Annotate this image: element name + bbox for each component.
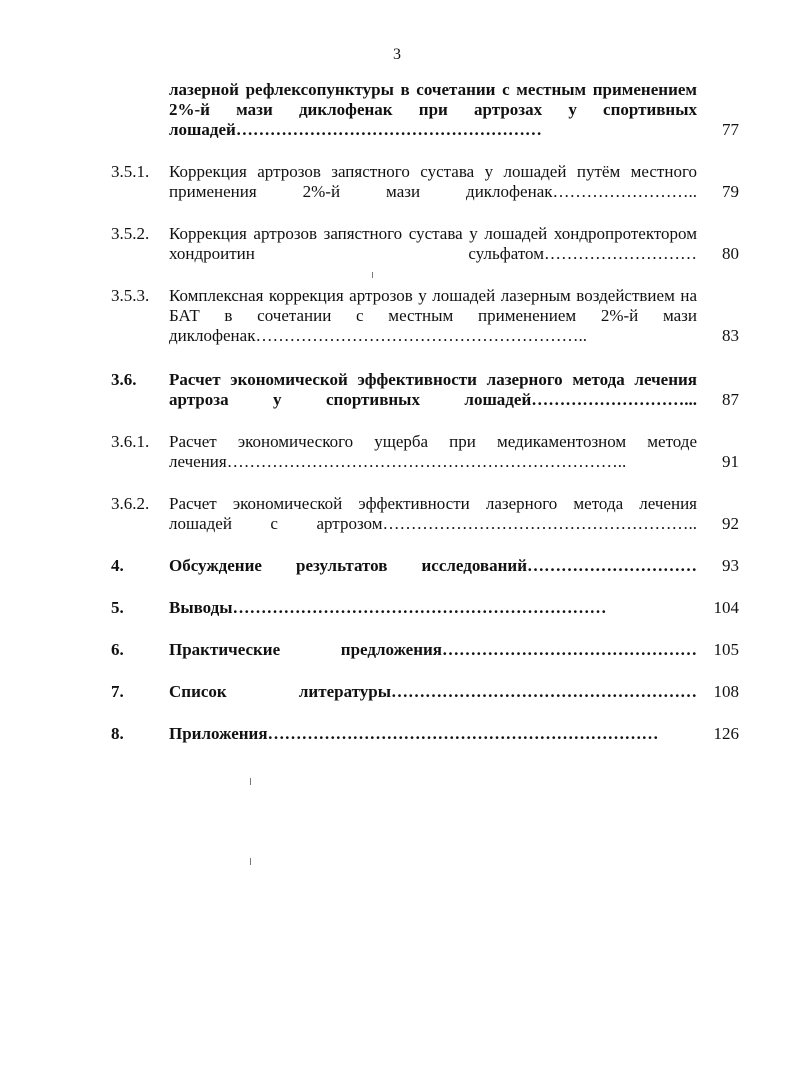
toc-entry-title: Обсуждение результатов исследований………………………… <box>169 556 697 575</box>
toc-entry-page: 87 <box>722 390 739 409</box>
toc-entry <box>111 556 741 576</box>
toc-entry-page: 92 <box>722 514 739 533</box>
toc-entry-title: Расчет экономического ущерба при медикаментозном методе лечения…………………………………………………………….. <box>169 432 697 471</box>
toc-entry <box>111 432 741 472</box>
toc-entry-title: Комплексная коррекция артрозов у лошадей лазерным воздействием на БАТ в сочетании с местным применением 2%-й мази диклофенак………………………………………………….. <box>169 286 697 345</box>
toc-entry-number: 8. <box>111 724 124 743</box>
toc-entry-number: 3.6. <box>111 370 137 389</box>
toc-entry-title: Практические предложения……………………………………… <box>169 640 697 659</box>
toc-entry-title: Расчет экономической эффективности лазерного метода лечения артроза у спортивных лошадей………………………... <box>169 370 697 409</box>
toc-entry-title: Список литературы……………………………………………… <box>169 682 697 701</box>
toc-entry <box>111 724 741 744</box>
toc-entry-number: 3.5.3. <box>111 286 150 305</box>
toc-entry-title: Коррекция артрозов запястного сустава у лошадей хондропротектором хондроитин сульфатом……………………… <box>169 224 697 263</box>
toc-entry-number: 4. <box>111 556 124 575</box>
toc-entry-page: 105 <box>713 640 739 659</box>
toc-entry-number: 3.6.2. <box>111 494 150 513</box>
toc-entry-number: 5. <box>111 598 124 617</box>
toc-entry-number: 3.6.1. <box>111 432 150 451</box>
scan-artifact <box>250 778 251 785</box>
toc-entry-page: 91 <box>722 452 739 471</box>
toc-entry-title: Приложения…………………………………………………………… <box>169 724 659 743</box>
toc-entry <box>111 640 741 660</box>
toc-entry-page: 104 <box>713 598 739 617</box>
toc-entry-title: Расчет экономической эффективности лазерного метода лечения лошадей с артрозом……………………………………………….. <box>169 494 697 533</box>
toc-entry <box>111 682 741 702</box>
toc-entry <box>111 286 741 346</box>
toc-entry-page: 126 <box>713 724 739 743</box>
toc-entry-number: 6. <box>111 640 124 659</box>
scan-artifact <box>372 272 373 278</box>
toc-entry-page: 77 <box>722 120 739 139</box>
toc-entry-title: Выводы………………………………………………………… <box>169 598 607 617</box>
toc-entry-number: 7. <box>111 682 124 701</box>
toc-entry-title: лазерной рефлексопунктуры в сочетании с местным применением 2%-й мази диклофенак при артрозах у спортивных лошадей……………………………………………… <box>169 80 697 139</box>
table-of-contents <box>111 80 741 744</box>
toc-entry <box>111 224 741 264</box>
page-number: 3 <box>393 46 401 63</box>
scan-artifact <box>250 858 251 865</box>
toc-entry-page: 80 <box>722 244 739 263</box>
toc-entry <box>111 162 741 202</box>
toc-entry-page: 79 <box>722 182 739 201</box>
toc-entry <box>111 598 741 618</box>
toc-entry-number: 3.5.2. <box>111 224 150 243</box>
toc-entry-number: 3.5.1. <box>111 162 150 181</box>
toc-entry-page: 108 <box>713 682 739 701</box>
toc-entry <box>111 494 741 534</box>
toc-entry <box>111 80 741 140</box>
toc-entry-title: Коррекция артрозов запястного сустава у лошадей путём местного применения 2%-й мази диклофенак…………………….. <box>169 162 697 201</box>
toc-entry <box>111 370 741 410</box>
toc-entry-page: 83 <box>722 326 739 345</box>
toc-entry-page: 93 <box>722 556 739 575</box>
